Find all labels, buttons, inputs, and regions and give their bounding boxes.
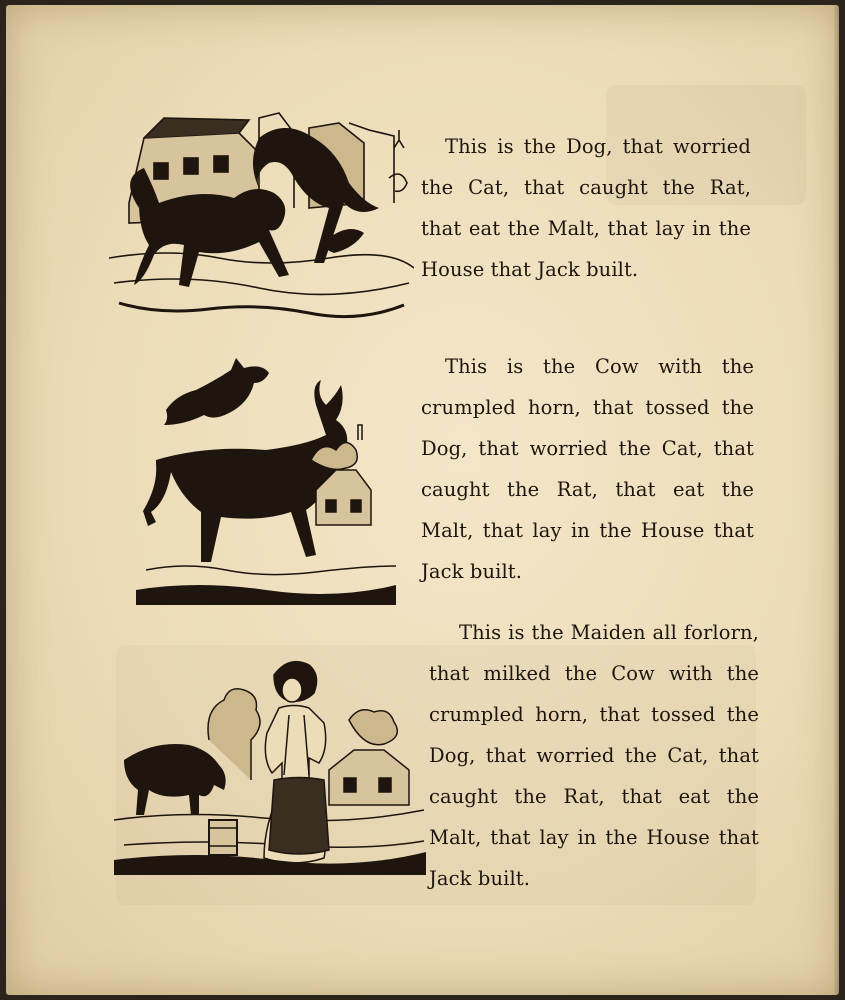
verse-maiden: This is the Maiden all forlorn, that milked the Cow with the crumpled horn, that tossed the Dog, that worried the Cat, that caught the Rat, that eat the Malt, that lay in the House that Jack built. <box>429 621 759 890</box>
book-page <box>6 5 839 995</box>
verse-cow: This is the Cow with the crumpled horn, that tossed the Dog, that worried the Cat, that caught the Rat, that eat the Malt, that lay in the House that Jack built. <box>421 355 754 583</box>
dog-cat-woodcut-illustration <box>109 108 414 328</box>
verse-dog: This is the Dog, that worried the Cat, that caught the Rat, that eat the Malt, that lay in the House that Jack built. <box>421 135 751 281</box>
page-gutter-shadow <box>833 5 839 995</box>
cow-dog-woodcut-illustration <box>136 340 396 610</box>
maiden-cow-woodcut-illustration <box>114 650 426 875</box>
